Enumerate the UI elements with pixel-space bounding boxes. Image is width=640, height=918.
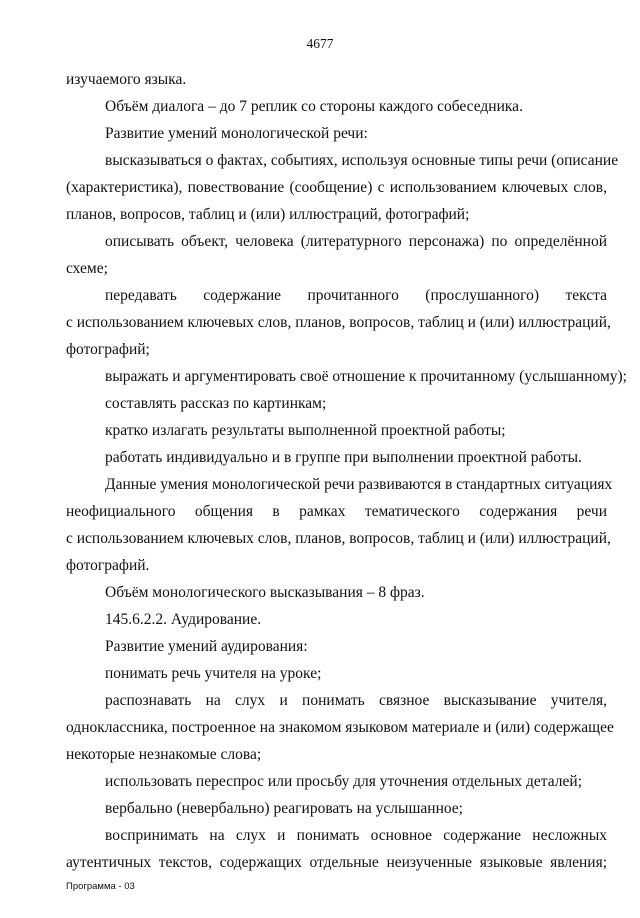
text-line: планов, вопросов, таблиц и (или) иллюстраций, фотографий; (66, 206, 470, 223)
text-line: изучаемого языка. (66, 71, 187, 88)
text-line: работать индивидуально и в группе при выполнении проектной работы. (105, 449, 582, 466)
text-line: Данные умения монологической речи развиваются в стандартных ситуациях (105, 476, 613, 493)
text-line: Развитие умений монологической речи: (105, 125, 368, 142)
text-line: схеме; (66, 260, 108, 277)
text-line: воспринимать на слух и понимать основное содержание несложных (105, 827, 607, 844)
text-line: кратко излагать результаты выполненной проектной работы; (105, 422, 506, 439)
text-line: фотографий; (66, 341, 150, 358)
text-line: Развитие умений аудирования: (105, 638, 308, 655)
text-line: некоторые незнакомые слова; (66, 746, 262, 763)
text-line: понимать речь учителя на уроке; (105, 665, 322, 682)
text-line: высказываться о фактах, событиях, используя основные типы речи (описание (105, 152, 619, 169)
text-line: описывать объект, человека (литературного персонажа) по определённой (105, 233, 607, 250)
text-line: распознавать на слух и понимать связное высказывание учителя, (105, 692, 607, 709)
text-line: аутентичных текстов, содержащих отдельные неизученные языковые явления; (66, 854, 607, 871)
text-line: передавать содержание прочитанного (прослушанного) текста (105, 287, 607, 304)
text-line: с использованием ключевых слов, планов, вопросов, таблиц и (или) иллюстраций, (66, 530, 611, 547)
text-line: Объём монологического высказывания – 8 фраз. (105, 584, 425, 601)
text-line: использовать переспрос или просьбу для уточнения отдельных деталей; (105, 773, 583, 790)
page-number: 4677 (306, 36, 334, 51)
text-line: одноклассника, построенное на знакомом языковом материале и (или) содержащее (66, 719, 614, 736)
section-heading: 145.6.2.2. Аудирование. (105, 611, 262, 628)
text-line: с использованием ключевых слов, планов, вопросов, таблиц и (или) иллюстраций, (66, 314, 611, 331)
text-line: вербально (невербально) реагировать на услышанное; (105, 800, 463, 817)
text-line: выражать и аргументировать своё отношение к прочитанному (услышанному); (105, 368, 627, 385)
footer-label: Программа - 03 (66, 881, 135, 892)
text-line: неофициального общения в рамках тематического содержания речи (66, 503, 607, 520)
text-line: фотографий. (66, 557, 150, 574)
text-line: составлять рассказ по картинкам; (105, 395, 327, 412)
text-line: Объём диалога – до 7 реплик со стороны каждого собеседника. (105, 98, 523, 115)
text-line: (характеристика), повествование (сообщение) с использованием ключевых слов, (66, 179, 607, 196)
